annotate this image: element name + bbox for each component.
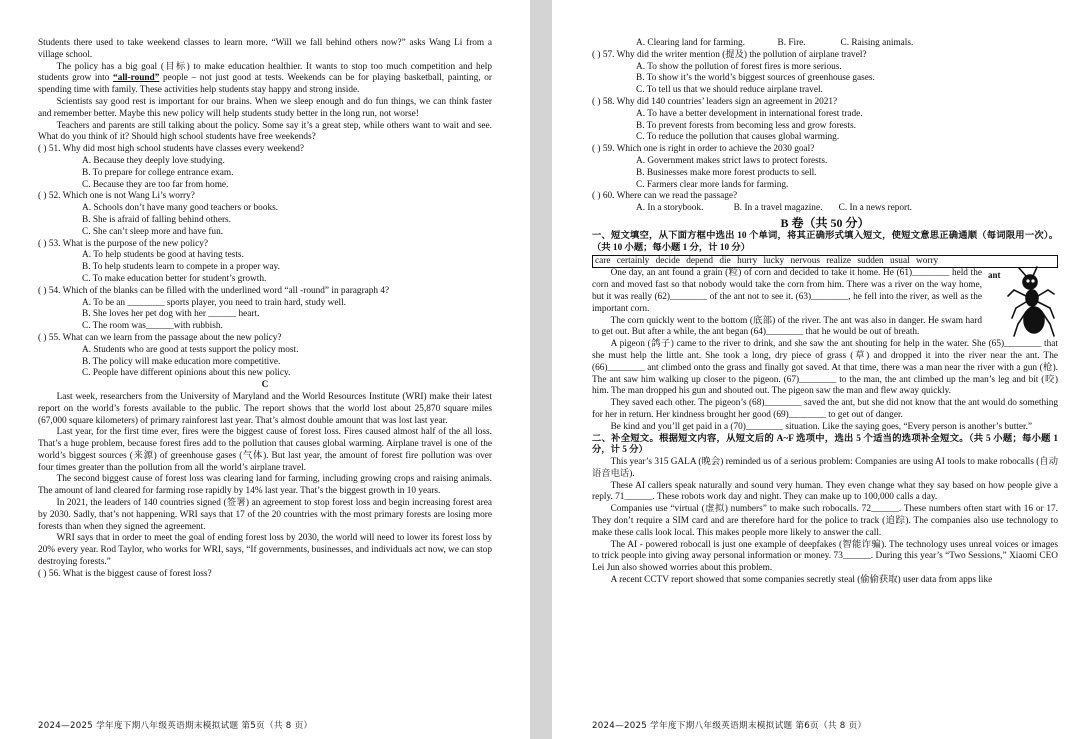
question-57 — [592, 50, 1058, 97]
story-paragraph-1: One day, an ant found a grain (粒) of corn and decided to take it home. He (61)________ held the corn and moved fast so that nobody would take the corn from him. There was a river on the way home, but it was really (62)________ of the ant not to see it. (63)________, he fell into the river, as well as the important corn. — [592, 268, 982, 314]
question-stem: ( ) 52. Which one is not Wang Li’s worry? — [38, 191, 195, 202]
option: B. Businesses make more forest products to sell. — [636, 167, 817, 178]
paragraph-b-4: Teachers and parents are still talking about the policy. Some say it’s a great step, while others want to wait and see. What do you think of it? Should high school students have free weekends? — [38, 120, 492, 143]
page-6 — [552, 0, 1080, 739]
paragraph-b-3: Scientists say good rest is important for our brains. When we sleep enough and do fun things, we can think faster and remember better. Maybe this new policy will help students study better in the long run, not worse! — [38, 96, 492, 119]
paragraph-b-1: Students there used to take weekend classes to learn more. “Will we fall behind others now?” asks Wang Li from a village school. — [38, 38, 492, 60]
right-column — [592, 38, 1058, 587]
section-b-title: B 卷（共 50 分） — [780, 215, 870, 230]
question-60-options: A. In a storybook. B. In a travel magazine. C. In a news report. — [636, 203, 912, 214]
ant-illustration — [988, 266, 1058, 338]
ant-label: ant — [988, 270, 1001, 281]
question-52 — [38, 191, 492, 238]
footer-page-6: 2024—2025 学年度下期八年级英语期末模拟试题 第6页（共 8 页） — [592, 721, 867, 731]
option: A. To help students be good at having tests. — [82, 250, 244, 261]
question-53 — [38, 239, 492, 286]
left-column — [38, 38, 492, 581]
paragraph-c-4: In 2021, the leaders of 140 countries signed (签署) an agreement to stop forest loss and begin increasing forest area by 2030. Sadly, that’s not happening. WRI says that 17 of the 20 countries with the most primary forests are losing more forests than when they signed the agreement. — [38, 498, 492, 532]
option: A. To be an ________ sports player, you need to train hard, study well. — [82, 297, 346, 308]
question-stem: ( ) 59. Which one is right in order to achieve the 2030 goal? — [592, 144, 815, 155]
option: C. To make education better for student’s growth. — [82, 273, 267, 284]
paragraph-c-5: WRI says that in order to meet the goal of ending forest loss by 2030, the world will need to lower its forest loss by 20% every year. Rod Taylor, who works for WRI, says, “If governments, businesses, and individuals act now, we can stop destroying forests.” — [38, 533, 492, 568]
part2-paragraph-3: Companies use “virtual (虚拟) numbers” to make such robocalls. 72______. These numbers often start with 16 or 17. They don’t require a SIM card and are therefore hard for the police to track (追踪). The companies also use technology to make these calls look local. This makes people more likely to answer the call. — [592, 504, 1058, 538]
option: A. Because they deeply love studying. — [82, 155, 225, 166]
underlined-word: “all-round” — [113, 73, 160, 84]
option: B. She loves her pet dog with her ______ heart. — [82, 309, 260, 320]
option: A. Schools don’t have many good teachers or books. — [82, 203, 279, 214]
question-56-options: A. Clearing land for farming. B. Fire. C. Raising animals. — [636, 38, 914, 48]
option: C. Because they are too far from home. — [82, 179, 229, 190]
option: B. To prepare for college entrance exam. — [82, 167, 234, 178]
option: B. The policy will make education more competitive. — [82, 356, 281, 367]
paragraph-b-2: The policy has a big goal (目标) to make education healthier. It wants to stop too much competition and help students grow into “all-round” people – not just good at tests. Weekends can be for playing basketball, painting, or spending time with family. These activities help students stay happy and strong inside. — [38, 61, 492, 96]
story-paragraph-2: The corn quickly went to the bottom (底部) of the river. The ant was also in danger. He swam hard to get out. But after a while, the ant began (64)________ that he would be out of breath. — [592, 315, 982, 338]
option: C. To tell us that we should reduce airplane travel. — [636, 85, 823, 96]
question-stem: ( ) 55. What can we learn from the passage about the new policy? — [38, 332, 282, 343]
question-55 — [38, 333, 492, 380]
option: A. To show the pollution of forest fires is more serious. — [636, 61, 842, 72]
part2-paragraph-2: These AI callers speak naturally and sound very human. They even change what they say based on how people give a reply. 71______. These robots work day and night. They can make up to 100,000 calls a day. — [592, 480, 1058, 503]
footer-page-5: 2024—2025 学年度下期八年级英语期末模拟试题 第5页（共 8 页） — [38, 721, 313, 731]
option: B. To prevent forests from becoming less and grow forests. — [636, 120, 856, 131]
option: B. To help students learn to compete in a proper way. — [82, 262, 280, 273]
option: B. To show it’s the world’s biggest sources of greenhouse gases. — [636, 73, 875, 84]
story-paragraph-5: Be kind and you’ll get paid in a (70)________ situation. Like the saying goes, “Every person is another’s butter.” — [610, 421, 1033, 432]
paragraph-c-2: Last year, for the first time ever, fires were the biggest cause of forest loss. Fires caused almost half of the all loss. That’s a huge problem, because forest fires add to the pollution that causes global warming. Airplane travel is one of the world’s biggest sources (来源) of greenhouse gases (气体). But last year, the amount of forest fire pollution was over four times greater than the pollution from all the world’s airplane travel. — [38, 427, 492, 473]
option: C. To reduce the pollution that causes global warming. — [636, 132, 840, 143]
option: C. Farmers clear more lands for farming. — [636, 179, 789, 190]
option: A. Students who are good at tests support the policy most. — [82, 344, 299, 355]
question-stem: ( ) 53. What is the purpose of the new policy? — [38, 238, 208, 249]
option: B. She is afraid of falling behind others. — [82, 214, 231, 225]
question-60-stem: ( ) 60. Where can we read the passage? — [592, 191, 738, 202]
question-59 — [592, 144, 1058, 191]
part2-paragraph-5: A recent CCTV report showed that some companies secretly steal (偷偷获取) user data from apps like — [610, 575, 993, 586]
option: A. To have a better development in international forest trade. — [636, 108, 863, 119]
option: C. The room was______with rubbish. — [82, 321, 223, 332]
page-gap — [530, 0, 552, 739]
option: C. People have different opinions about this new policy. — [82, 368, 291, 379]
question-stem: ( ) 51. Why did most high school students have classes every weekend? — [38, 144, 305, 155]
story-paragraph-3: A pigeon (鸽子) came to the river to drink, and she saw the ant shouting for help in the water. She (65)________ that she must help the little ant. She took a long, dry piece of grass (草) and dropped it into the river near the ant. The (66)________ ant climbed onto the grass and finally got saved. At that time, there was a man near the river with a gun (枪). The ant saw him walking up closer to the pigeon. (67)________ to the man, the ant climbed up the man’s leg and bit (咬) him. The man dropped his gun and shouted out. The pigeon saw the man and flew away quickly. — [592, 339, 1058, 397]
question-54 — [38, 286, 492, 333]
part2-paragraph-1: This year’s 315 GALA (晚会) reminded us of a serious problem: Companies are using AI tools to make robocalls (自动语音电话). — [592, 457, 1058, 479]
option: A. Government makes strict laws to protect forests. — [636, 155, 828, 166]
part2-paragraph-4: The AI - powered robocall is just one example of deepfakes (智能诈骗). The technology uses unreal voices or images to trick people into giving away personal information or money. 73______. During this year’s “Two Sessions,” Xiaomi CEO Lei Jun also showed worries about this problem. — [592, 539, 1058, 574]
word-box: care certainly decide depend die hurry lucky nervous realize sudden usual worry — [592, 255, 1058, 269]
question-58 — [592, 97, 1058, 144]
section-c-title: C — [261, 380, 269, 391]
story-paragraph-4: They saved each other. The pigeon’s (68)________ saved the ant, but she did not know that the ant would do something for her in return. Her kindness brought her good (69)________ to get out of danger. — [592, 398, 1058, 420]
paragraph-c-1: Last week, researchers from the University of Maryland and the World Resources Institute (WRI) make their latest report on the world’s forests available to the public. The report shows that the world lost about 25,870 square miles (67,000 square kilometers) of primary rainforest last year. That’s almost double amount that was lost last year. — [38, 391, 492, 426]
question-stem: ( ) 54. Which of the blanks can be filled with the underlined word “all -round” in paragraph 4? — [38, 285, 390, 296]
part2-title: 二、补全短文。根据短文内容，从短文后的 A~F 选项中，选出 5 个适当的选项补全短文。（共 5 小题；每小题 1 分，计 5 分） — [592, 433, 1058, 456]
page-5 — [0, 0, 530, 739]
option: C. She can’t sleep more and have fun. — [82, 226, 224, 237]
question-51 — [38, 144, 492, 191]
question-stem: ( ) 58. Why did 140 countries’ leaders sign an agreement in 2021? — [592, 96, 838, 107]
question-stem: ( ) 57. Why did the writer mention (提及) the pollution of airplane travel? — [592, 49, 867, 60]
question-56-stem: ( ) 56. What is the biggest cause of forest loss? — [38, 568, 212, 579]
part1-title: 一、短文填空，从下面方框中选出 10 个单词，将其正确形式填入短文，使短文意思正确通顺（每词限用一次）。（共 10 小题；每小题 1 分，计 10 分） — [592, 230, 1058, 253]
paragraph-c-3: The second biggest cause of forest loss was clearing land for farming, including growing crops and raising animals. The amount of land cleared for farming rose rapidly by 14% last year. That’s the biggest growth in 10 years. — [38, 474, 492, 497]
